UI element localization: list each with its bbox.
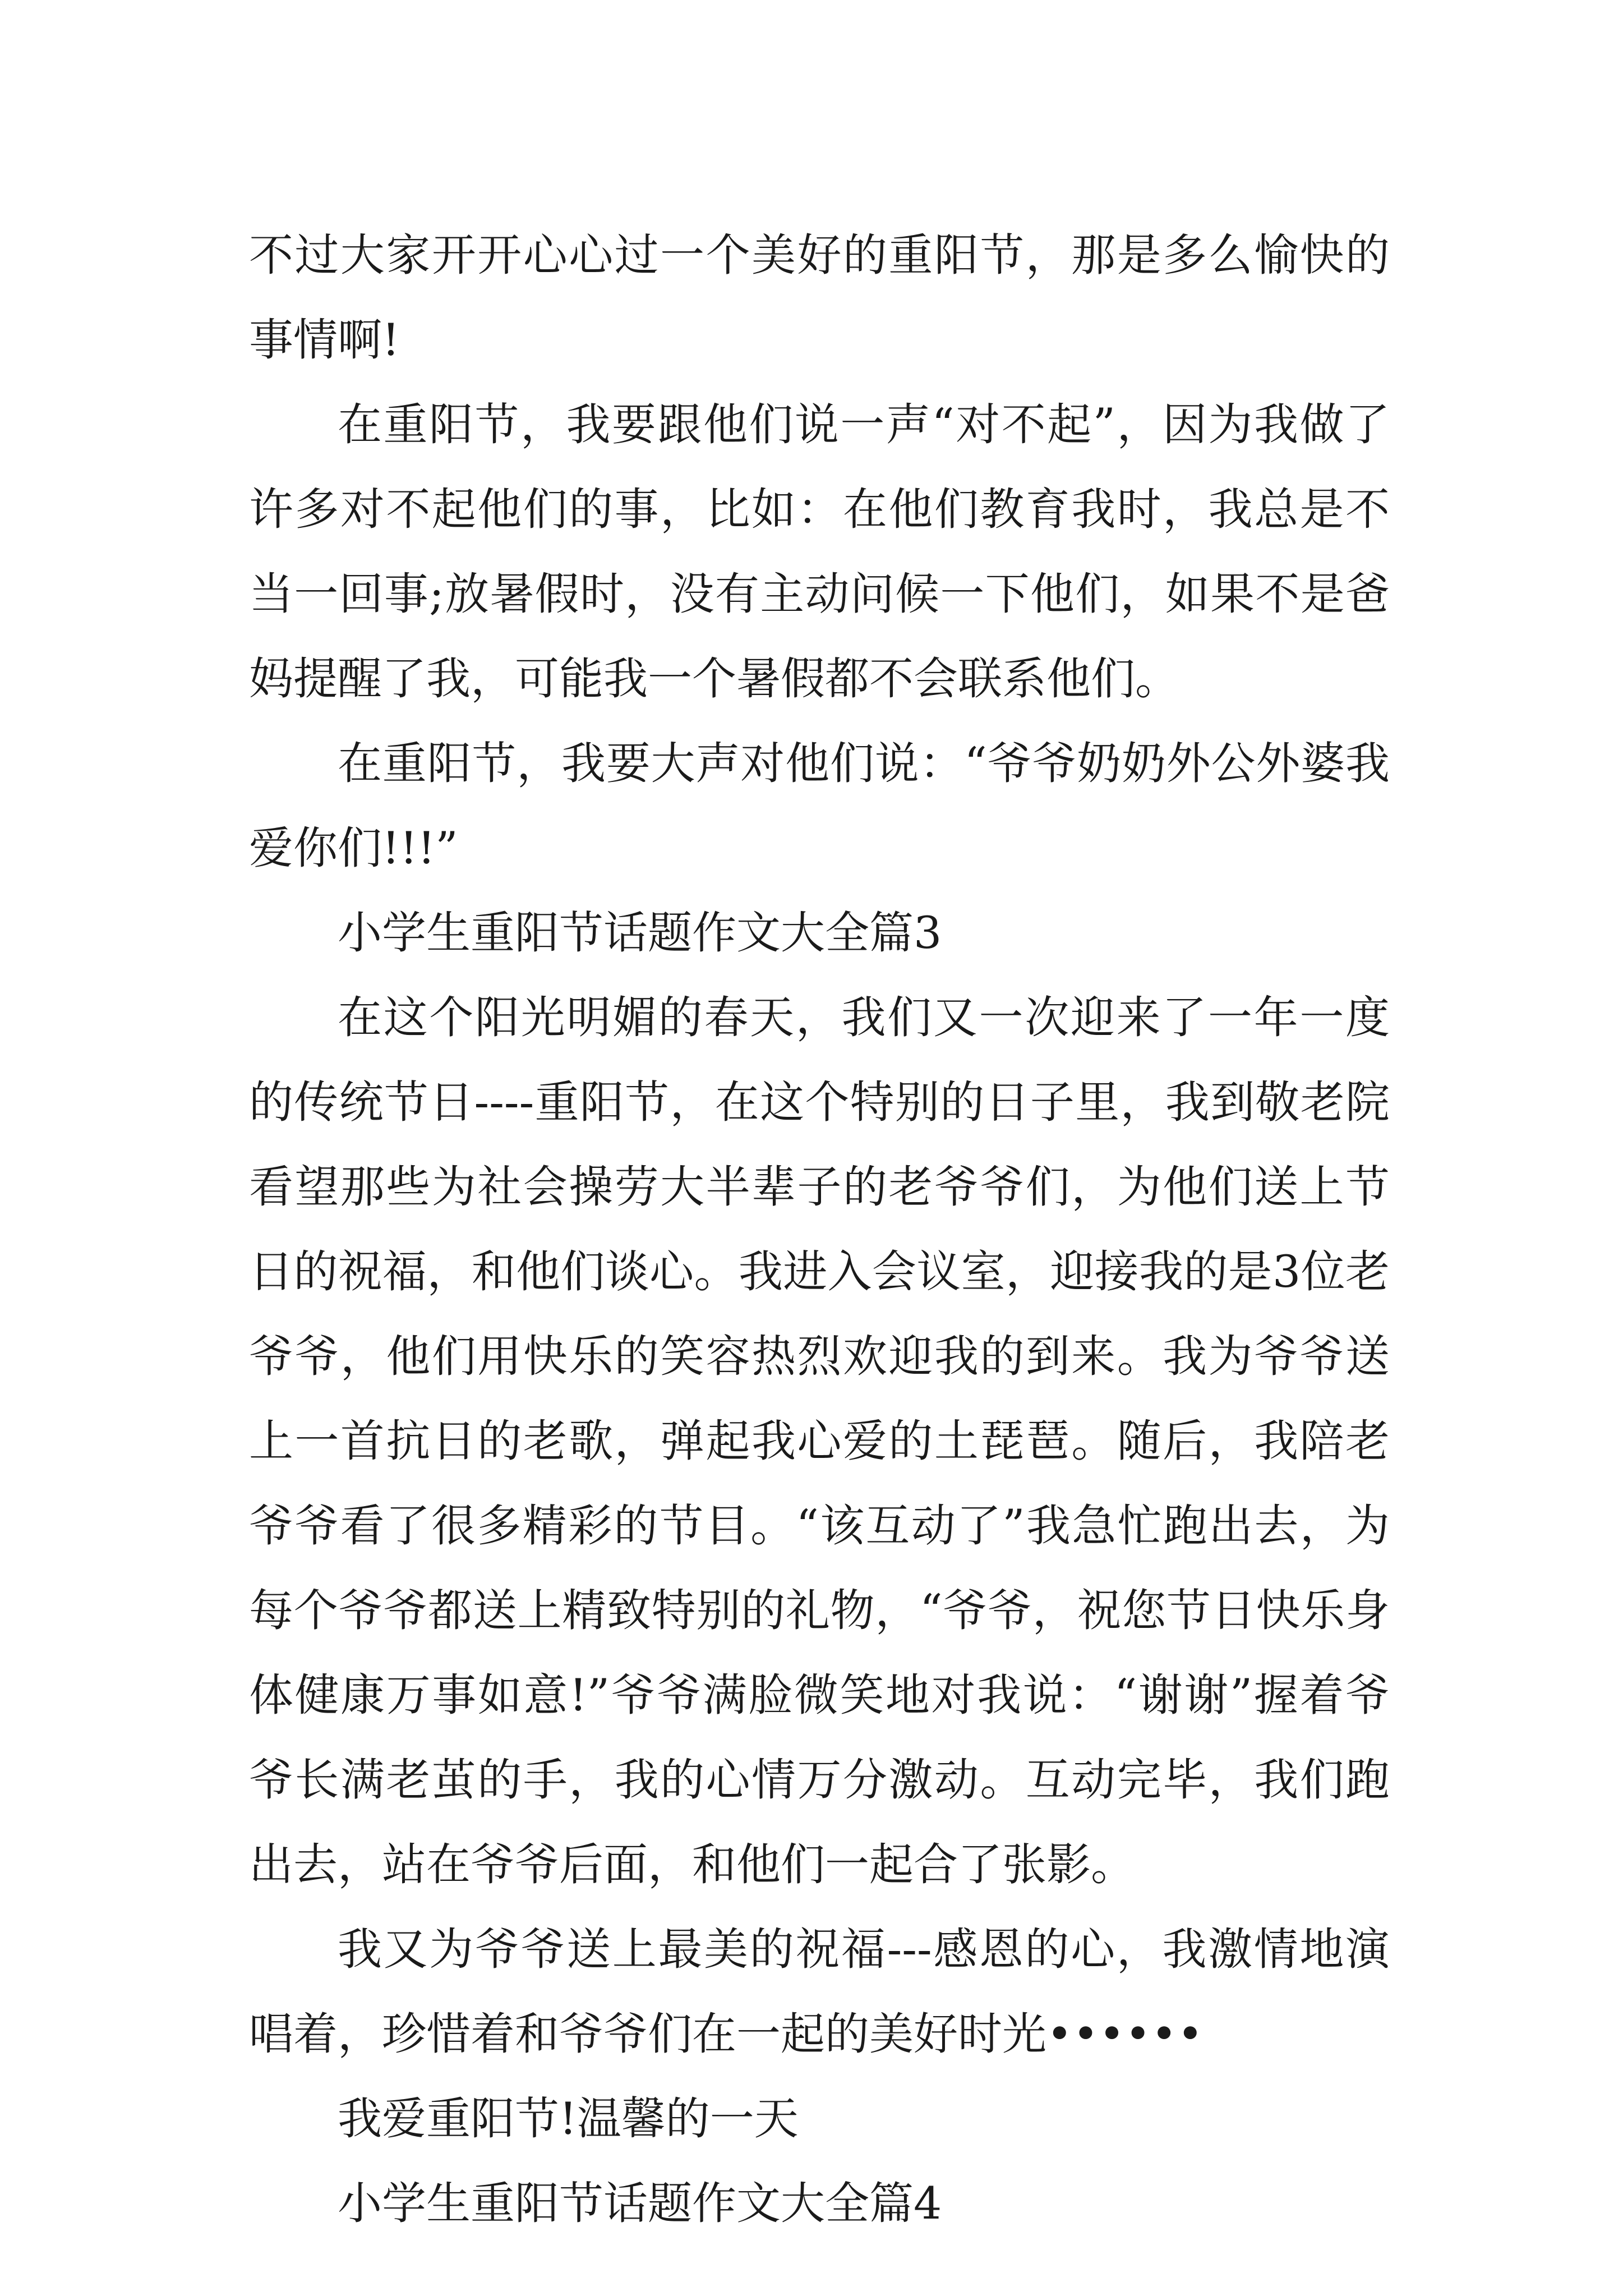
paragraph-blessing: 我又为爷爷送上最美的祝福---感恩的心，我激情地演唱着，珍惜着和爷爷们在一起的美好时光•••••• bbox=[249, 1924, 1390, 2060]
paragraph-nursing-home: 在这个阳光明媚的春天，我们又一次迎来了一年一度的传统节日----重阳节，在这个特别的日子里，我到敬老院看望那些为社会操劳大半辈子的老爷爷们，为他们送上节日的祝福，和他们谈心。我进入会议室，迎接我的是3位老爷爷，他们用快乐的笑容热烈欢迎我的到来。我为爷爷送上一首抗日的老歌，弹起我心爱的土琵琶。随后，我陪老爷爷看了很多精彩的节目。“该互动了”我急忙跑出去，为每个爷爷都送上精致特别的礼物，“爷爷，祝您节日快乐身体健康万事如意!”爷爷满脸微笑地对我说：“谢谢”握着爷爷长满老茧的手，我的心情万分激动。互动完毕，我们跑出去，站在爷爷后面，和他们一起合了张影。 bbox=[249, 992, 1390, 1890]
document-body bbox=[249, 213, 1390, 2246]
paragraph-closing: 我爱重阳节!温馨的一天 bbox=[338, 2093, 799, 2145]
paragraph-continuation: 不过大家开开心心过一个美好的重阳节，那是多么愉快的事情啊! bbox=[249, 229, 1390, 366]
section-heading-4: 小学生重阳节话题作文大全篇4 bbox=[338, 2178, 942, 2229]
paragraph-apology: 在重阳节，我要跟他们说一声“对不起”，因为我做了许多对不起他们的事，比如：在他们教育我时，我总是不当一回事;放暑假时，没有主动问候一下他们，如果不是爸妈提醒了我，可能我一个暑假都不会联系他们。 bbox=[249, 399, 1390, 705]
section-heading-3: 小学生重阳节话题作文大全篇3 bbox=[338, 907, 942, 959]
paragraph-love: 在重阳节，我要大声对他们说：“爷爷奶奶外公外婆我爱你们!!!” bbox=[249, 738, 1390, 874]
